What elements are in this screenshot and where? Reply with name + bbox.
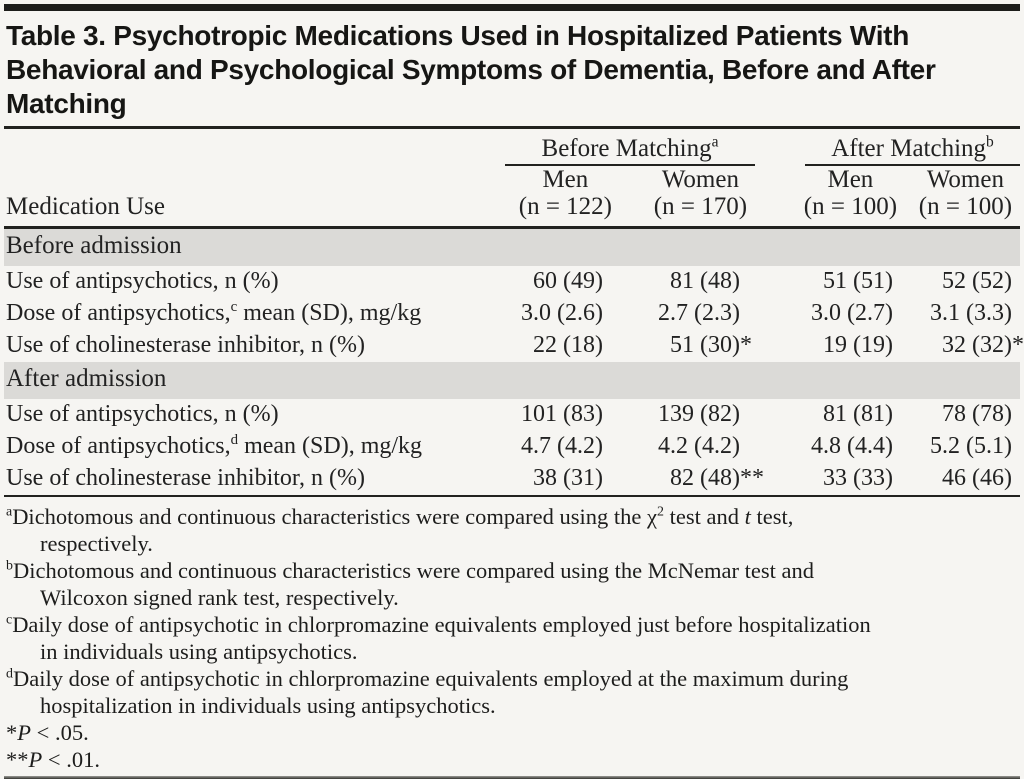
cell-value: 81 (81) <box>823 401 894 427</box>
footnote-c: $^c$Daily dose of antipsychotic in chlorpromazine equivalents employed just before hospitalization <box>6 612 871 637</box>
table-row <box>4 399 1020 431</box>
column-label: Women <box>661 166 739 193</box>
row-label: Dose of antipsychotics,$^c$ mean (SD), mg/kg <box>6 299 422 326</box>
group-header-label: Before Matching <box>541 135 712 162</box>
cell-value: 2.7 (2.3) <box>658 300 741 326</box>
row-label: Use of cholinesterase inhibitor, n (%) <box>6 332 365 358</box>
footnote-d-cont: hospitalization in individuals using antipsychotics. <box>40 693 496 718</box>
column-header-women-after <box>905 166 1020 228</box>
cell-value: 38 (31) <box>450 463 620 496</box>
table-row <box>4 298 1020 330</box>
section-header-after-admission <box>4 362 1020 399</box>
footnote-d: $^d$Daily dose of antipsychotic in chlorpromazine equivalents employed at the maximum during <box>6 666 849 691</box>
table-row <box>4 330 1020 362</box>
cell-value: 3.1 (3.3) <box>930 300 1013 326</box>
cell-value: 46 (46) <box>905 463 1020 496</box>
table-figure <box>0 4 1024 779</box>
cell-value: 4.2 (4.2) <box>658 433 741 459</box>
table-row <box>4 431 1020 463</box>
row-label: Use of cholinesterase inhibitor, n (%) <box>4 463 450 496</box>
column-label: Women <box>926 166 1004 193</box>
column-header-men-after <box>755 166 905 228</box>
group-header-row <box>4 129 1020 166</box>
footnote-ref-d: d <box>230 432 239 448</box>
cell-value: 5.2 (5.1) <box>930 433 1013 459</box>
footnote-a-cont: respectively. <box>40 531 153 556</box>
footnote-c-cont: in individuals using antipsychotics. <box>40 639 358 664</box>
row-label: Dose of antipsychotics,$^d$ mean (SD), mg/kg <box>6 432 423 459</box>
column-label: Men <box>827 166 874 193</box>
footnote-ref-b: b <box>986 133 994 151</box>
cell-value: 101 (83) <box>521 401 603 427</box>
table-row <box>4 463 1020 496</box>
cell-value: 51 (51) <box>823 268 894 294</box>
cell-value: 82 (48)** <box>620 463 755 496</box>
column-n: (n = 170) <box>653 193 748 220</box>
table-title-line3: Matching <box>6 88 127 119</box>
footnotes <box>4 497 1020 773</box>
column-header-row <box>4 166 1020 228</box>
group-header-after-matching <box>755 129 1020 166</box>
footnote-b: $^b$Dichotomous and continuous characteristics were compared using the McNemar test and <box>6 558 814 583</box>
group-header-before-matching <box>450 129 755 166</box>
cell-value: 52 (52) <box>942 268 1013 294</box>
row-label: Use of antipsychotics, n (%) <box>6 401 279 427</box>
cell-value: 3.0 (2.7) <box>811 300 894 326</box>
footnote-a: $^a$Dichotomous and continuous characteristics were compared using the $\chi^2$ test and t test, <box>6 504 794 529</box>
cell-value: 78 (78) <box>942 401 1013 427</box>
table-title <box>4 11 1020 126</box>
cell-value: 3.0 (2.6) <box>521 300 603 326</box>
cell-value: 139 (82) <box>658 401 741 427</box>
cell-value: 4.7 (4.2) <box>521 433 603 459</box>
medications-table <box>4 129 1024 497</box>
footnote-b-cont: Wilcoxon signed rank test, respectively. <box>40 585 399 610</box>
footnote-ref-a: a <box>711 133 719 151</box>
cell-value: 81 (48) <box>670 268 741 294</box>
column-header-women-before <box>620 166 755 228</box>
column-label: Men <box>542 166 589 193</box>
cell-value: 22 (18) <box>533 332 603 358</box>
table-title-line1: Table 3. Psychotropic Medications Used in Hospitalized Patients With <box>6 20 909 51</box>
row-header-medication-use: Medication Use <box>4 166 450 228</box>
table-title-line2: Behavioral and Psychological Symptoms of Dementia, Before and After <box>6 54 936 85</box>
group-header-label: After Matching <box>831 135 987 162</box>
row-label: Use of antipsychotics, n (%) <box>6 268 279 294</box>
footnote-p05: *P < .05. <box>6 720 89 745</box>
footnote-ref-c: c <box>230 299 238 315</box>
section-header-label: After admission <box>4 362 1020 399</box>
cell-value: 51 (30)* <box>670 332 753 358</box>
footnote-p01: **P < .01. <box>6 747 100 772</box>
column-n: (n = 122) <box>518 193 612 220</box>
column-header-men-before <box>450 166 620 228</box>
column-n: (n = 100) <box>803 193 898 220</box>
table-row <box>4 266 1020 298</box>
cell-value: 19 (19) <box>823 332 894 358</box>
cell-value: 32 (32)* <box>942 332 1024 358</box>
cell-value: 60 (49) <box>533 268 603 294</box>
section-header-before-admission <box>4 228 1020 267</box>
top-rule <box>4 4 1020 11</box>
cell-value: 4.8 (4.4) <box>811 433 894 459</box>
section-header-label: Before admission <box>4 228 1020 267</box>
cell-value: 33 (33) <box>755 463 905 496</box>
spacer-cell <box>4 129 450 166</box>
column-n: (n = 100) <box>918 193 1013 220</box>
